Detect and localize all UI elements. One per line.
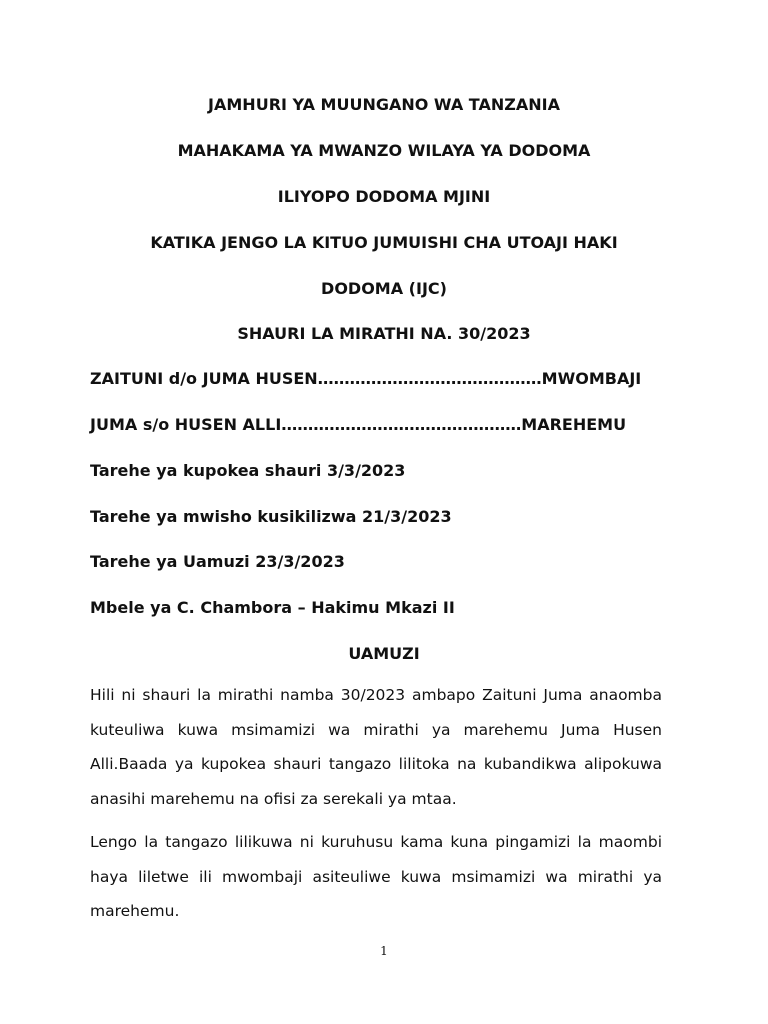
- header-building: KATIKA JENGO LA KITUO JUMUISHI CHA UTOAJI HAKI: [150, 233, 618, 252]
- header-republic: JAMHURI YA MUUNGANO WA TANZANIA: [208, 95, 560, 114]
- paragraph-line: Alli.Baada ya kupokea shauri tangazo lilitoka na kubandikwa alipokuwa: [90, 755, 662, 773]
- party-applicant: ZAITUNI d/o JUMA HUSEN……………………………………MWOMBAJI: [90, 369, 642, 388]
- magistrate-line: Mbele ya C. Chambora – Hakimu Mkazi II: [90, 598, 455, 617]
- header-location: ILIYOPO DODOMA MJINI: [277, 187, 491, 206]
- paragraph-line: haya liletwe ili mwombaji asiteuliwe kuwa msimamizi wa mirathi ya: [90, 867, 662, 886]
- date-received: Tarehe ya kupokea shauri 3/3/2023: [90, 461, 406, 480]
- header-court: MAHAKAMA YA MWANZO WILAYA YA DODOMA: [177, 141, 591, 160]
- header-city: DODOMA (IJC): [321, 279, 447, 298]
- paragraph-line: Hili ni shauri la mirathi namba 30/2023 ambapo Zaituni Juma anaomba: [90, 686, 662, 704]
- paragraph-2: [90, 825, 662, 929]
- party-deceased: JUMA s/o HUSEN ALLI………………………………………MAREHEMU: [90, 415, 627, 434]
- paragraph-line: marehemu.: [90, 902, 180, 920]
- date-ruling: Tarehe ya Uamuzi 23/3/2023: [90, 552, 345, 571]
- date-last-hearing: Tarehe ya mwisho kusikilizwa 21/3/2023: [90, 507, 452, 526]
- case-title: SHAURI LA MIRATHI NA. 30/2023: [237, 324, 531, 343]
- paragraph-1: [90, 678, 662, 816]
- paragraph-line: kuteuliwa kuwa msimamizi wa mirathi ya marehemu Juma Husen: [90, 720, 662, 739]
- paragraph-line: Lengo la tangazo lilikuwa ni kuruhusu kama kuna pingamizi la maombi: [90, 833, 662, 851]
- page-number: 1: [380, 944, 388, 958]
- paragraph-line: anasihi marehemu na ofisi za serekali ya mtaa.: [90, 789, 457, 808]
- section-title: UAMUZI: [348, 644, 420, 663]
